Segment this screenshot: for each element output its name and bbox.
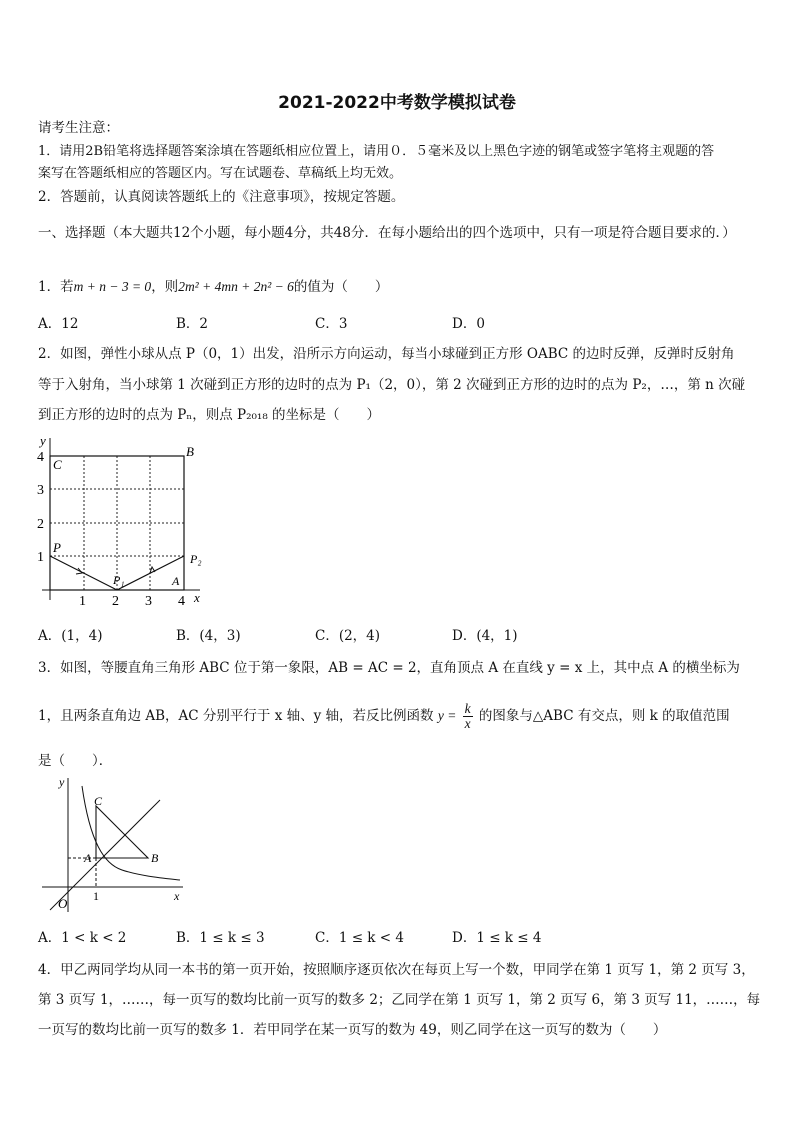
notice-2: 2．答题前，认真阅读答题纸上的《注意事项》，按规定答题。 (38, 189, 405, 205)
q2-option-a[interactable]: A．(1，4) (38, 628, 103, 644)
q1-suffix: 的值为（ ） (293, 279, 389, 295)
q2-figure (34, 432, 224, 612)
q2-x-tick-3: 3 (145, 594, 152, 609)
page-title: 2021-2022中考数学模拟试卷 (278, 93, 516, 113)
q2-y-tick-2: 2 (37, 517, 44, 532)
q3-figure (38, 772, 188, 918)
q2-axis-x-label: x (194, 590, 200, 605)
q3-line-3: 是（ ）． (38, 753, 113, 769)
q2-label-c: C (53, 457, 62, 472)
q2-option-c[interactable]: C．(2，4) (315, 628, 381, 644)
q4-line-3: 一页写的数均比前一页写的数多 1．若甲同学在某一页写的数为 49，则乙同学在这一页写的数为（ ） (38, 1022, 667, 1038)
q2-line-1: 2．如图，弹性小球从点 P（0，1）出发，沿所示方向运动，每当小球碰到正方形 OABC 的边时反弹，反弹时反射角 (38, 346, 735, 362)
q3-axis-x-label: x (174, 889, 180, 903)
q2-x-tick-4: 4 (178, 594, 185, 609)
q2-label-p1: P₁ (113, 573, 125, 587)
q4-line-2: 第 3 页写 1，……，每一页写的数均比前一页写的数多 2；乙同学在第 1 页写 1，第 2 页写 6，第 3 页写 11，……，每 (38, 992, 761, 1008)
q3-line-2 (38, 702, 730, 731)
section-heading-choice: 一、选择题（本大题共12个小题，每小题4分，共48分．在每小题给出的四个选项中，只有一项是符合题目要求的．） (38, 225, 736, 241)
q3-option-a[interactable]: A．1 < k < 2 (38, 930, 127, 946)
q3-line-1: 3．如图，等腰直角三角形 ABC 位于第一象限，AB = AC = 2，直角顶点 A 在直线 y = x 上，其中点 A 的横坐标为 (38, 660, 740, 676)
q2-y-tick-1: 1 (37, 550, 44, 565)
q3-frac-lhs: y = (437, 708, 457, 723)
notice-1-line-1: 1．请用2B铅笔将选择题答案涂填在答题纸相应位置上，请用０．５毫米及以上黑色字迹的钢笔或签字笔将主观题的答 (38, 144, 715, 159)
q1-option-c[interactable]: C．3 (315, 316, 348, 332)
q3-fraction (463, 702, 473, 731)
q2-x-tick-1: 1 (79, 594, 86, 609)
q2-label-b: B (186, 444, 194, 459)
q1-expression: 2m² + 4mn + 2n² − 6 (178, 279, 294, 294)
q1-option-a[interactable]: A．12 (38, 316, 79, 332)
q2-grid (50, 456, 184, 590)
q3-label-a: A (84, 851, 92, 865)
q3-line-y-eq-x (50, 800, 160, 910)
notice-1-line-2: 案写在答题纸相应的答题区内。写在试题卷、草稿纸上均无效。 (38, 166, 403, 181)
q3-axis-y-label: y (59, 775, 65, 789)
q2-option-d[interactable]: D．(4，1) (452, 628, 518, 644)
q3-frac-num: k (464, 701, 471, 716)
q3-line-2-end: 的图象与△ABC 有交点，则 k 的取值范围 (478, 708, 730, 724)
q1-mid: ，则 (151, 279, 179, 295)
q1-option-b[interactable]: B．2 (176, 316, 209, 332)
q3-triangle-abc (96, 806, 148, 858)
q1-condition: m + n − 3 = 0 (73, 279, 152, 294)
q2-x-tick-2: 2 (112, 594, 119, 609)
q2-label-p: P (53, 540, 61, 555)
notice-heading: 请考生注意： (38, 120, 119, 136)
q2-label-p2: P₂ (190, 552, 202, 566)
q3-option-b[interactable]: B．1 ≤ k ≤ 3 (176, 930, 265, 946)
q4-line-1: 4．甲乙两同学均从同一本书的第一页开始，按照顺序逐页依次在每页上写一个数，甲同学在第 1 页写 1，第 2 页写 3， (38, 962, 755, 978)
q2-line-2: 等于入射角，当小球第 1 次碰到正方形的边时的点为 P₁（2，0），第 2 次碰到正方形的边时的点为 P₂，…，第 n 次碰 (38, 377, 746, 393)
q2-y-tick-3: 3 (37, 483, 44, 498)
q2-axis-y-label: y (40, 433, 46, 448)
q3-label-c: C (94, 794, 103, 808)
q2-line-3: 到正方形的边时的点为 Pₙ，则点 P₂₀₁₈ 的坐标是（ ） (38, 407, 381, 423)
q3-origin-label: O (58, 896, 68, 911)
q3-option-c[interactable]: C．1 ≤ k < 4 (315, 930, 404, 946)
q2-option-b[interactable]: B．(4，3) (176, 628, 241, 644)
q2-y-tick-4: 4 (37, 450, 44, 465)
q1-prefix: 1．若 (38, 279, 74, 295)
q3-line-2-start: 1，且两条直角边 AB，AC 分别平行于 x 轴、y 轴，若反比例函数 (38, 708, 434, 724)
q3-x-tick-1: 1 (93, 889, 99, 903)
q3-option-d[interactable]: D．1 ≤ k ≤ 4 (452, 930, 542, 946)
q1-option-d[interactable]: D．0 (452, 316, 485, 332)
question-1 (38, 275, 388, 295)
q3-label-b: B (151, 851, 159, 865)
q3-frac-den: x (464, 716, 471, 731)
q2-label-a: A (172, 574, 180, 588)
